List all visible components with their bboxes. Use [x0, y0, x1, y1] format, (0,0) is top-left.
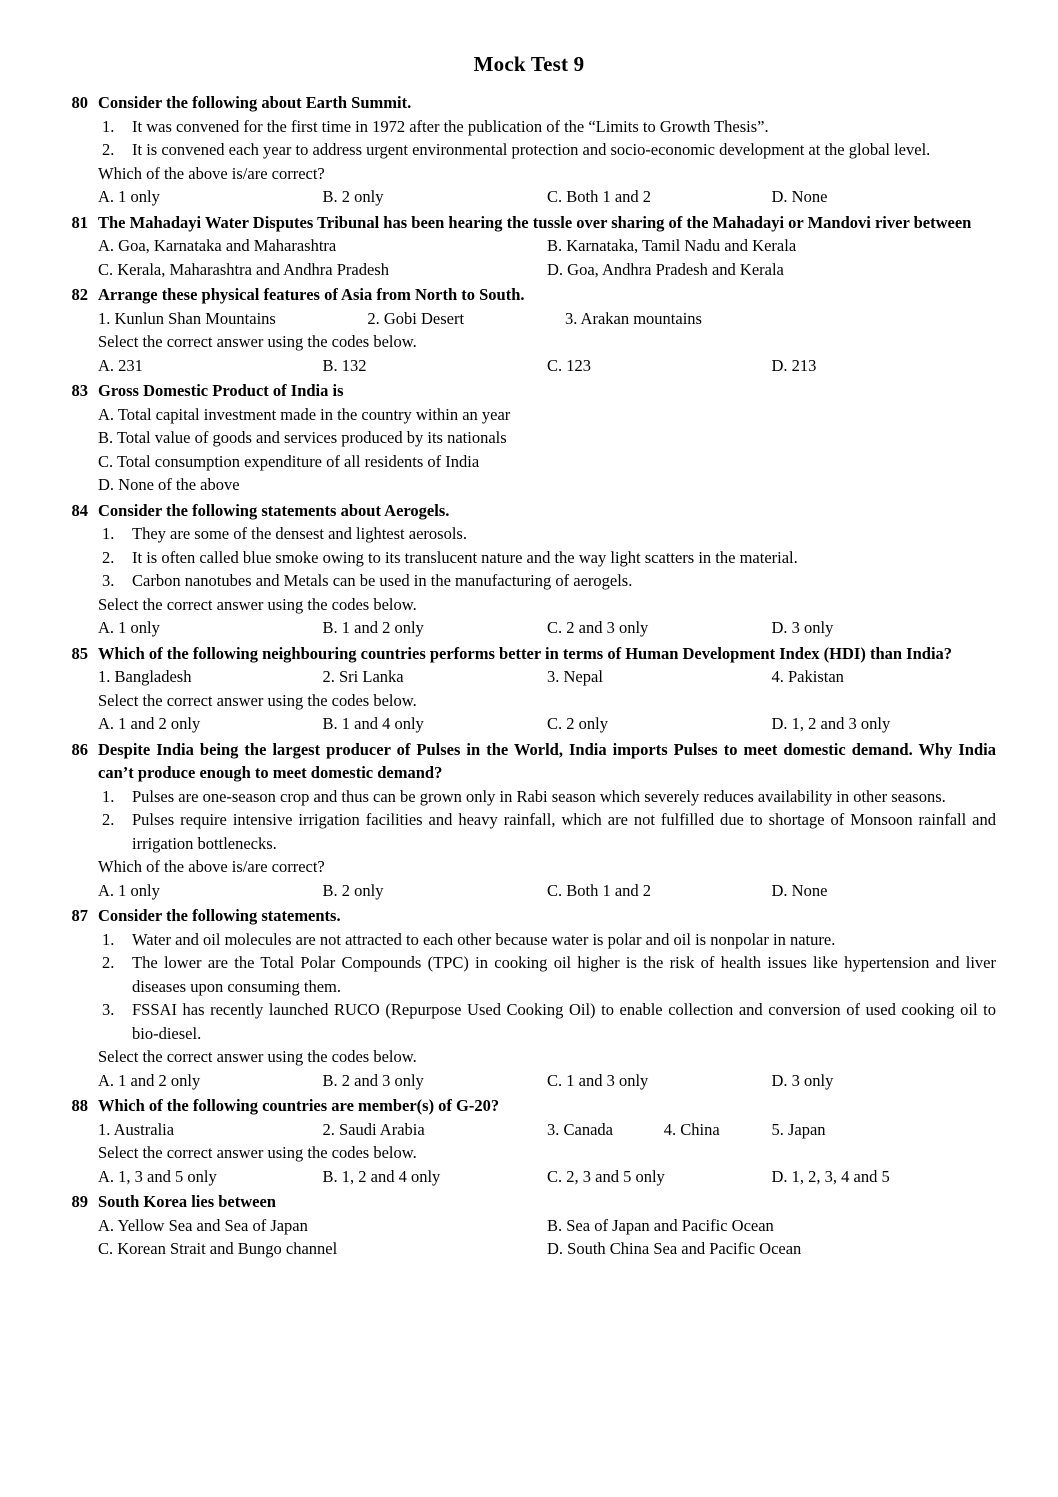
inline-item: 3. Canada [547, 1119, 613, 1139]
statement-item [98, 998, 996, 1045]
option[interactable]: D. 3 only [771, 618, 834, 637]
option[interactable]: C. Kerala, Maharashtra and Andhra Pradesh [98, 259, 389, 279]
options-row [98, 616, 996, 640]
statement-text: Pulses require intensive irrigation facilities and heavy rainfall, which are not fulfilled due to shortage of Monsoon rainfall and irrigation bottlenecks. [132, 810, 996, 853]
option[interactable]: C. Korean Strait and Bungo channel [98, 1239, 338, 1258]
question-stem: Which of the following neighbouring countries performs better in terms of Human Development Index (HDI) than India? [98, 643, 953, 663]
question-block [62, 904, 996, 1092]
option[interactable]: C. 123 [547, 355, 592, 375]
option[interactable]: B. 1, 2 and 4 only [322, 1166, 441, 1186]
question-body [98, 738, 996, 903]
question-block [62, 499, 996, 640]
options-row [98, 1165, 996, 1189]
options-row [98, 1237, 996, 1261]
option[interactable]: B. Karnataka, Tamil Nadu and Kerala [547, 236, 797, 255]
option[interactable]: B. 1 and 4 only [322, 714, 424, 733]
question-number: 81 [71, 212, 88, 232]
option[interactable]: D. 1, 2 and 3 only [771, 714, 891, 733]
option[interactable]: A. 1, 3 and 5 only [98, 1166, 217, 1186]
statement-item [98, 522, 996, 546]
option[interactable]: D. Goa, Andhra Pradesh and Kerala [547, 259, 784, 279]
question-stem: Which of the following countries are member(s) of G-20? [98, 1096, 500, 1115]
option[interactable]: A. 231 [98, 355, 143, 375]
option[interactable]: B. Sea of Japan and Pacific Ocean [547, 1215, 774, 1235]
question-body [98, 211, 996, 282]
question-body [98, 379, 996, 497]
statement-item [98, 951, 996, 998]
question-body [98, 904, 996, 1092]
option[interactable]: D. South China Sea and Pacific Ocean [547, 1239, 802, 1258]
question-number: 88 [71, 1096, 88, 1115]
option[interactable]: D. None [771, 187, 828, 206]
question-body [98, 283, 996, 377]
option[interactable]: C. 1 and 3 only [547, 1070, 649, 1090]
statement-marker: 2. [102, 953, 115, 972]
options-row [98, 185, 996, 209]
statement-text: It is convened each year to address urgent environmental protection and socio-economic development at the global level. [132, 140, 931, 159]
statement-list [98, 785, 996, 856]
statement-marker: 1. [102, 116, 115, 136]
statement-marker: 3. [102, 571, 115, 590]
option[interactable]: D. 1, 2, 3, 4 and 5 [771, 1166, 890, 1186]
inline-item: 1. Australia [98, 1119, 175, 1139]
inline-item: 4. Pakistan [771, 667, 844, 686]
inline-item: 1. Kunlun Shan Mountains [98, 308, 276, 328]
question-stem: South Korea lies between [98, 1192, 276, 1211]
option[interactable]: A. 1 only [98, 618, 160, 637]
question-instruction: Select the correct answer using the codes below. [98, 332, 417, 351]
question-stem: Gross Domestic Product of India is [98, 381, 344, 400]
inline-item: 5. Japan [771, 1119, 826, 1139]
inline-item: 3. Nepal [547, 667, 603, 686]
option[interactable]: B. Total value of goods and services produced by its nationals [98, 428, 507, 447]
option[interactable]: C. Total consumption expenditure of all residents of India [98, 451, 480, 471]
options-row [98, 1069, 996, 1093]
question-stem: Consider the following statements about Aerogels. [98, 500, 450, 520]
option[interactable]: A. 1 only [98, 187, 160, 206]
option[interactable]: B. 1 and 2 only [322, 618, 424, 637]
statement-item [98, 138, 996, 162]
options-row [98, 712, 996, 736]
inline-item: 3. Arakan mountains [564, 308, 702, 328]
statement-item [98, 785, 996, 809]
statement-marker: 2. [102, 810, 115, 829]
inline-item: 2. Sri Lanka [322, 667, 404, 686]
statement-text: It is often called blue smoke owing to its translucent nature and the way light scatters in the material. [132, 547, 798, 567]
option[interactable]: A. Goa, Karnataka and Maharashtra [98, 236, 337, 255]
statement-list [98, 928, 996, 1046]
question-block [62, 738, 996, 903]
option[interactable]: C. 2 and 3 only [547, 618, 649, 637]
statement-item [98, 808, 996, 855]
option[interactable]: B. 2 only [322, 880, 384, 900]
question-stem: The Mahadayi Water Disputes Tribunal has been hearing the tussle over sharing of the Mahadayi or Mandovi river between [98, 212, 972, 232]
statement-marker: 1. [102, 929, 115, 949]
option[interactable]: C. Both 1 and 2 [547, 880, 652, 900]
statement-item [98, 546, 996, 570]
statement-marker: 2. [102, 547, 115, 567]
question-number: 85 [71, 643, 88, 663]
inline-item: 4. China [663, 1119, 720, 1139]
statement-item [98, 115, 996, 139]
statement-text: FSSAI has recently launched RUCO (Repurpose Used Cooking Oil) to enable collection and conversion of used cooking oil to bio-diesel. [132, 1000, 996, 1043]
question-instruction: Select the correct answer using the codes below. [98, 690, 417, 710]
question-block [62, 379, 996, 497]
option[interactable]: B. 132 [322, 355, 367, 375]
question-number: 86 [71, 739, 88, 759]
question-number: 83 [71, 381, 88, 400]
option[interactable]: C. Both 1 and 2 [547, 187, 652, 206]
question-stem: Arrange these physical features of Asia from North to South. [98, 285, 525, 304]
statement-text: Pulses are one-season crop and thus can be grown only in Rabi season which severely reduces availability in other seasons. [132, 786, 946, 806]
options-row [98, 354, 996, 378]
question-instruction: Select the correct answer using the codes below. [98, 1047, 417, 1066]
question-block [62, 642, 996, 736]
question-instruction: Select the correct answer using the codes below. [98, 1143, 417, 1162]
statement-marker: 3. [102, 1000, 115, 1019]
question-block [62, 1190, 996, 1261]
statement-marker: 2. [102, 140, 115, 159]
statement-list [98, 115, 996, 162]
options-row [98, 234, 996, 258]
option[interactable]: D. None of the above [98, 475, 240, 494]
option[interactable]: A. Total capital investment made in the country within an year [98, 404, 511, 424]
question-body [98, 1094, 996, 1188]
statement-item [98, 569, 996, 593]
option[interactable]: C. 2 only [547, 714, 608, 733]
statement-marker: 1. [102, 786, 115, 806]
statement-list [98, 522, 996, 593]
inline-item-list [98, 307, 996, 331]
option[interactable]: A. 1 and 2 only [98, 714, 201, 733]
question-instruction: Which of the above is/are correct? [98, 857, 325, 876]
statement-text: It was convened for the first time in 1972 after the publication of the “Limits to Growth Thesis”. [132, 116, 769, 136]
option[interactable]: A. Yellow Sea and Sea of Japan [98, 1215, 308, 1235]
inline-item: 2. Saudi Arabia [322, 1119, 425, 1139]
question-number: 89 [71, 1192, 88, 1211]
option[interactable]: B. 2 only [322, 187, 384, 206]
statement-text: They are some of the densest and lightest aerosols. [132, 524, 467, 543]
question-block [62, 283, 996, 377]
question-stem: Consider the following about Earth Summit. [98, 93, 412, 112]
question-number: 87 [71, 906, 88, 925]
question-number: 82 [71, 285, 88, 304]
options-row [98, 879, 996, 903]
inline-item-list [98, 1118, 996, 1142]
inline-item: 2. Gobi Desert [367, 308, 465, 328]
inline-item-list [98, 665, 996, 689]
option[interactable]: A. 1 only [98, 880, 160, 900]
question-block [62, 211, 996, 282]
option[interactable]: B. 2 and 3 only [322, 1070, 424, 1090]
options-stack [98, 403, 996, 497]
statement-item [98, 928, 996, 952]
question-instruction: Which of the above is/are correct? [98, 163, 325, 183]
question-body [98, 499, 996, 640]
question-number: 84 [71, 500, 88, 520]
question-stem: Despite India being the largest producer of Pulses in the World, India imports Pulses to meet domestic demand. Why India can’t produce enough to meet domestic demand? [98, 739, 996, 782]
options-row [98, 258, 996, 282]
question-body [98, 642, 996, 736]
statement-text: Carbon nanotubes and Metals can be used in the manufacturing of aerogels. [132, 571, 633, 590]
question-body [98, 1190, 996, 1261]
question-body [98, 91, 996, 209]
option[interactable]: D. 3 only [771, 1070, 834, 1090]
statement-text: The lower are the Total Polar Compounds (TPC) in cooking oil higher is the risk of health issues like hypertension and liver diseases upon consuming them. [132, 953, 996, 996]
page-title: Mock Test 9 [473, 52, 585, 76]
statement-text: Water and oil molecules are not attracted to each other because water is polar and oil is nonpolar in nature. [132, 929, 836, 949]
question-number: 80 [71, 93, 88, 112]
inline-item: 1. Bangladesh [98, 667, 192, 686]
statement-marker: 1. [102, 524, 115, 543]
option[interactable]: D. 213 [771, 355, 817, 375]
question-stem: Consider the following statements. [98, 906, 341, 925]
option[interactable]: A. 1 and 2 only [98, 1070, 201, 1090]
question-instruction: Select the correct answer using the codes below. [98, 594, 417, 614]
option[interactable]: D. None [771, 880, 828, 900]
question-block [62, 1094, 996, 1188]
questions-container [62, 91, 996, 1261]
question-block [62, 91, 996, 209]
option[interactable]: C. 2, 3 and 5 only [547, 1166, 665, 1186]
options-row [98, 1214, 996, 1238]
